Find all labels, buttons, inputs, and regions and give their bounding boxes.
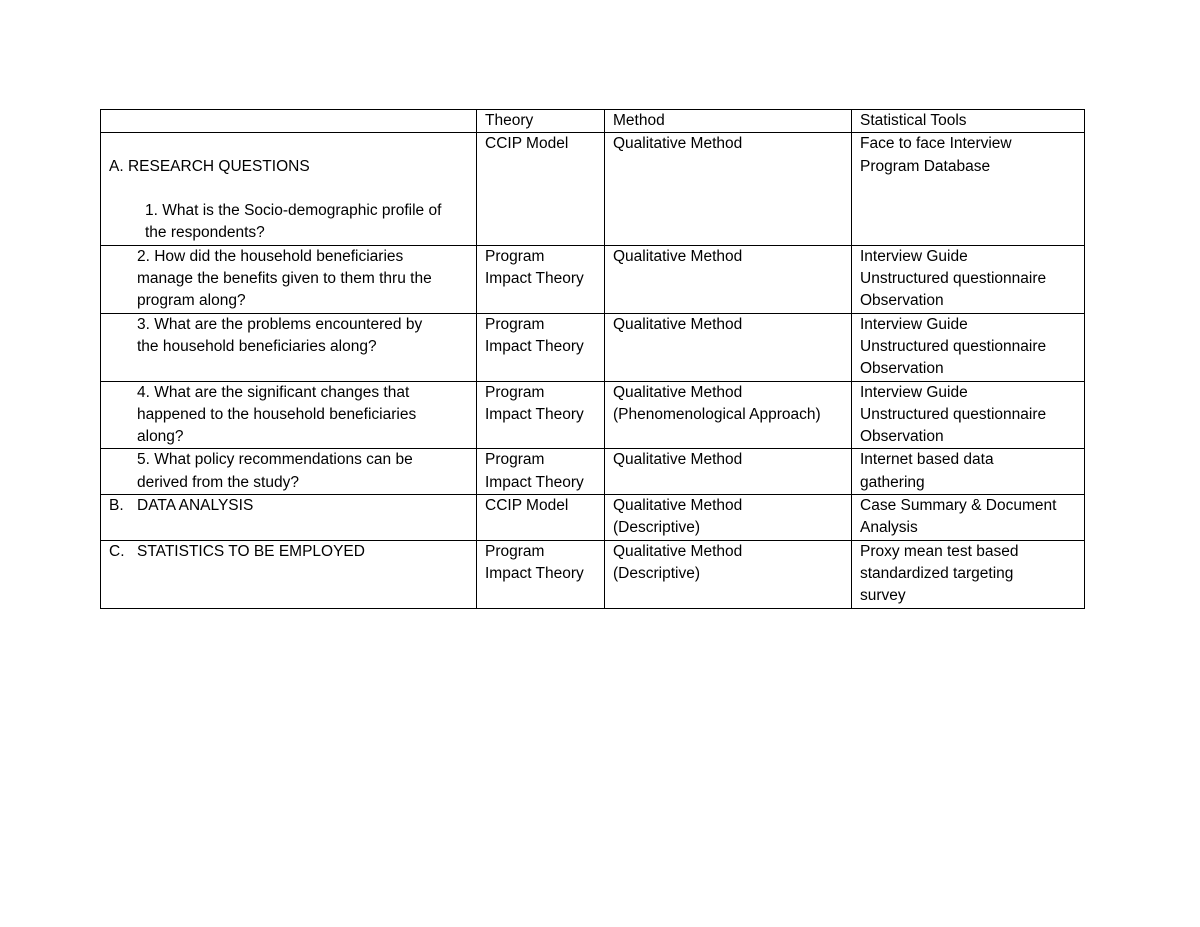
research-matrix-table	[100, 109, 1085, 609]
tools-cell: Case Summary & Document Analysis	[852, 495, 1085, 541]
theory-cell: Program Impact Theory	[477, 245, 605, 313]
theory-cell: CCIP Model	[477, 495, 605, 541]
tools-cell: Interview Guide Unstructured questionnaire Observation	[852, 381, 1085, 449]
table-row	[101, 133, 1085, 245]
method-cell: Qualitative Method (Descriptive)	[605, 540, 852, 608]
table-row	[101, 313, 1085, 381]
method-cell: Qualitative Method	[605, 313, 852, 381]
table-header-row	[101, 110, 1085, 133]
table-row	[101, 245, 1085, 313]
question-cell	[101, 133, 477, 245]
section-a-heading: A. RESEARCH QUESTIONS	[109, 157, 310, 175]
theory-cell: Program Impact Theory	[477, 381, 605, 449]
method-cell: Qualitative Method	[605, 449, 852, 495]
question-cell: 4. What are the significant changes that happened to the household beneficiaries along?	[101, 381, 477, 449]
section-b-label: DATA ANALYSIS	[137, 497, 254, 515]
question-cell: 3. What are the problems encountered by the household beneficiaries along?	[101, 313, 477, 381]
table-row	[101, 449, 1085, 495]
tools-cell: Interview Guide Unstructured questionnaire Observation	[852, 245, 1085, 313]
section-c-letter: C.	[109, 542, 125, 560]
section-c-label-cell	[101, 540, 477, 608]
theory-cell: Program Impact Theory	[477, 449, 605, 495]
method-cell: Qualitative Method	[605, 245, 852, 313]
table-row	[101, 381, 1085, 449]
header-blank-cell	[101, 110, 477, 133]
method-cell: Qualitative Method	[605, 133, 852, 245]
method-cell: Qualitative Method (Phenomenological Approach)	[605, 381, 852, 449]
header-theory-cell: Theory	[477, 110, 605, 133]
section-b-row	[101, 495, 1085, 541]
theory-cell: CCIP Model	[477, 133, 605, 245]
theory-cell: Program Impact Theory	[477, 540, 605, 608]
question-text: 1. What is the Socio-demographic profile of the respondents?	[145, 202, 442, 242]
tools-cell: Face to face Interview Program Database	[852, 133, 1085, 245]
header-method-cell: Method	[605, 110, 852, 133]
theory-cell: Program Impact Theory	[477, 313, 605, 381]
tools-cell: Interview Guide Unstructured questionnaire Observation	[852, 313, 1085, 381]
tools-cell: Proxy mean test based standardized targeting survey	[852, 540, 1085, 608]
section-b-letter: B.	[109, 497, 124, 515]
question-cell: 5. What policy recommendations can be derived from the study?	[101, 449, 477, 495]
method-cell: Qualitative Method (Descriptive)	[605, 495, 852, 541]
question-cell: 2. How did the household beneficiaries manage the benefits given to them thru the program along?	[101, 245, 477, 313]
section-c-row	[101, 540, 1085, 608]
section-c-label: STATISTICS TO BE EMPLOYED	[137, 542, 365, 560]
header-tools-cell: Statistical Tools	[852, 110, 1085, 133]
tools-cell: Internet based data gathering	[852, 449, 1085, 495]
section-b-label-cell	[101, 495, 477, 541]
